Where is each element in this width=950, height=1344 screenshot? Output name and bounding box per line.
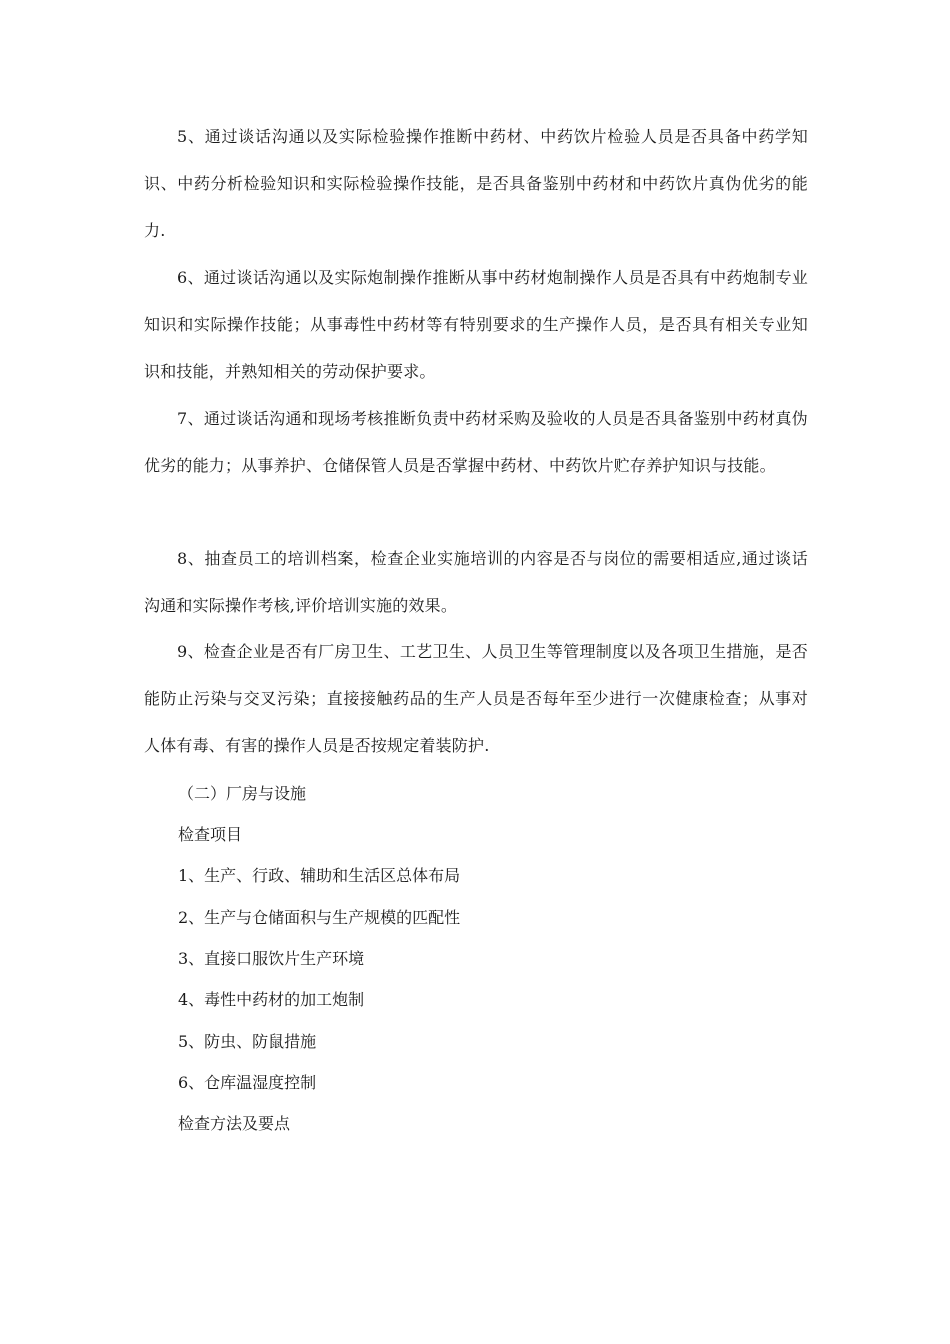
list-item: 3、直接口服饮片生产环境 [178,949,365,968]
list-item: 5、防虫、防鼠措施 [178,1032,317,1051]
paragraph-9: 9、检查企业是否有厂房卫生、工艺卫生、人员卫生等管理制度以及各项卫生措施，是否能防止污染与交叉污染；直接接触药品的生产人员是否每年至少进行一次健康检查；从事对人体有毒、有害的操作人员是否按规定着装防护. [144,642,808,755]
list-item: 6、仓库温湿度控制 [178,1073,317,1092]
list-item: 2、生产与仓储面积与生产规模的匹配性 [178,908,461,927]
list-item: 4、毒性中药材的加工炮制 [178,990,365,1009]
list-item: 1、生产、行政、辅助和生活区总体布局 [178,866,461,885]
methods-heading: 检查方法及要点 [178,1114,291,1133]
items-heading: 检查项目 [178,825,243,844]
paragraph-8: 8、抽查员工的培训档案，检查企业实施培训的内容是否与岗位的需要相适应,通过谈话沟通和实际操作考核,评价培训实施的效果。 [144,549,808,615]
paragraph-5: 5、通过谈话沟通以及实际检验操作推断中药材、中药饮片检验人员是否具备中药学知识、中药分析检验知识和实际检验操作技能，是否具备鉴别中药材和中药饮片真伪优劣的能力. [144,127,808,240]
paragraph-7: 7、通过谈话沟通和现场考核推断负责中药材采购及验收的人员是否具备鉴别中药材真伪优劣的能力；从事养护、仓储保管人员是否掌握中药材、中药饮片贮存养护知识与技能。 [144,409,808,475]
paragraph-6: 6、通过谈话沟通以及实际炮制操作推断从事中药材炮制操作人员是否具有中药炮制专业知识和实际操作技能；从事毒性中药材等有特别要求的生产操作人员，是否具有相关专业知识和技能，并熟知相关的劳动保护要求。 [144,268,808,381]
section-heading: （二）厂房与设施 [178,784,307,803]
